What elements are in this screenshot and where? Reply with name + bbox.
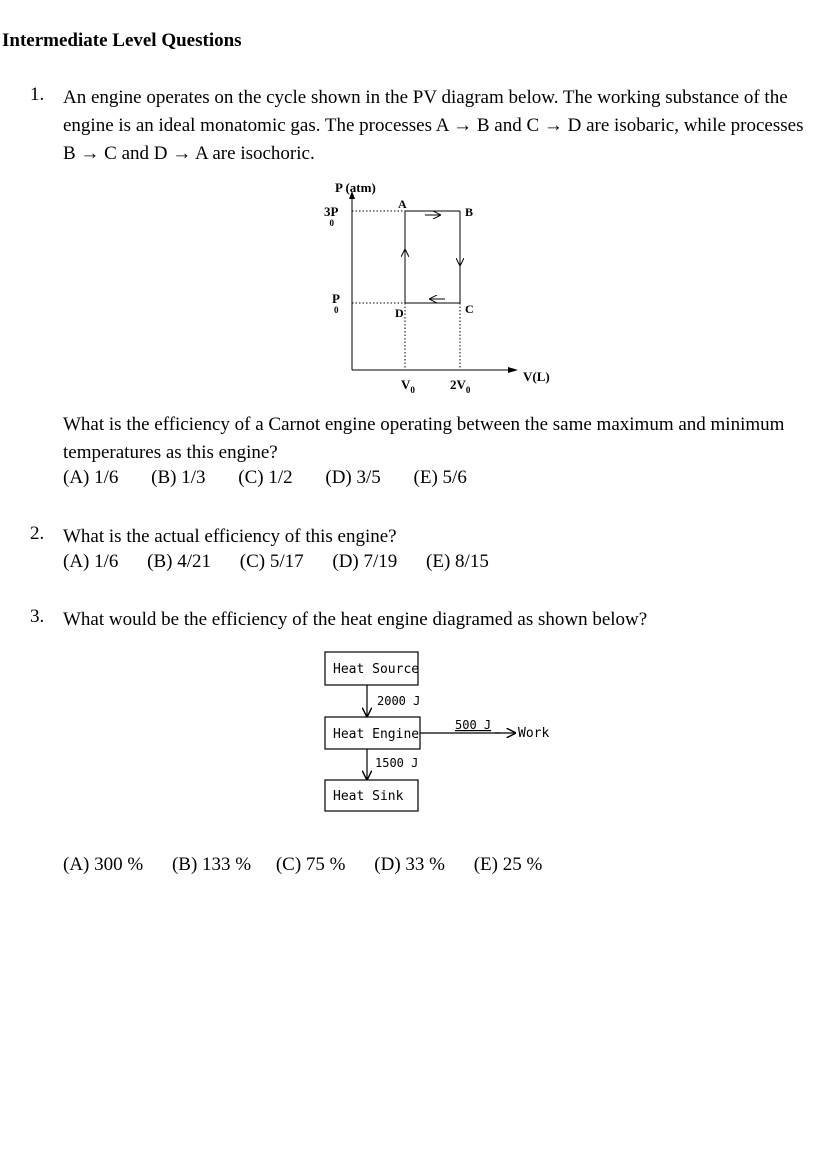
pv-diagram — [300, 175, 580, 400]
choice-2b[interactable]: (B) 4/21 — [147, 551, 212, 572]
choice-3a[interactable]: (A) 300 % — [63, 854, 144, 875]
question-1-followup: What is the efficiency of a Carnot engine operating between the same maximum and minimum temperatures as this engine? — [63, 414, 785, 463]
point-d-label: D — [395, 306, 404, 320]
question-2-number: 2. — [30, 523, 45, 544]
point-b-label: B — [465, 205, 474, 219]
choice-1b[interactable]: (B) 1/3 — [151, 467, 206, 488]
question-1-choices — [63, 467, 495, 489]
heat-sink-label: Heat Sink — [333, 789, 404, 804]
question-1-number: 1. — [30, 84, 45, 105]
choice-3b[interactable]: (B) 133 % — [171, 854, 252, 875]
heat-engine-diagram — [315, 645, 575, 820]
choice-2a[interactable]: (A) 1/6 — [63, 551, 119, 572]
y-tick-3p0: 3P 0 — [324, 204, 339, 228]
heat-source-label: Heat Source — [333, 662, 420, 677]
y-tick-p0: P 0 — [332, 291, 340, 315]
x-axis-arrow-icon — [508, 367, 518, 373]
heat-engine-label: Heat Engine — [333, 727, 420, 742]
point-a-label: A — [398, 197, 407, 211]
question-2-text: What is the actual efficiency of this engine? — [63, 526, 397, 547]
x-axis-label: V(L) — [523, 369, 550, 384]
choice-2e[interactable]: (E) 8/15 — [426, 551, 489, 572]
choice-3d[interactable]: (D) 33 % — [374, 854, 445, 875]
question-3-choices — [63, 854, 570, 876]
question-1-intro: An engine operates on the cycle shown in the PV diagram below. The working substance of the engine is an ideal monatomic gas. The processes A → B and C → D are isobaric, while processes B → C and D → A are isochoric. — [63, 87, 804, 164]
question-2-choices — [63, 551, 517, 573]
y-axis-label: P (atm) — [335, 180, 376, 195]
question-3-number: 3. — [30, 606, 45, 627]
q-out-label: 1500 J — [375, 756, 419, 770]
choice-1d[interactable]: (D) 3/5 — [325, 467, 381, 488]
choice-1a[interactable]: (A) 1/6 — [63, 467, 119, 488]
point-c-label: C — [465, 302, 474, 316]
choice-3e[interactable]: (E) 25 % — [473, 854, 543, 875]
choice-1c[interactable]: (C) 1/2 — [238, 467, 293, 488]
x-tick-v0: $V_0$ — [401, 377, 415, 395]
question-3-text: What would be the efficiency of the heat engine diagramed as shown below? — [63, 609, 648, 630]
work-value-label: 500 J — [455, 718, 492, 732]
choice-2d[interactable]: (D) 7/19 — [332, 551, 398, 572]
choice-3c[interactable]: (C) 75 % — [275, 854, 346, 875]
choice-1e[interactable]: (E) 5/6 — [413, 467, 467, 488]
q-in-label: 2000 J — [377, 694, 421, 708]
choice-2c[interactable]: (C) 5/17 — [239, 551, 304, 572]
section-heading: Intermediate Level Questions — [2, 30, 242, 51]
x-tick-2v0: $2V_0$ — [450, 377, 471, 395]
work-label: Work — [518, 726, 550, 741]
